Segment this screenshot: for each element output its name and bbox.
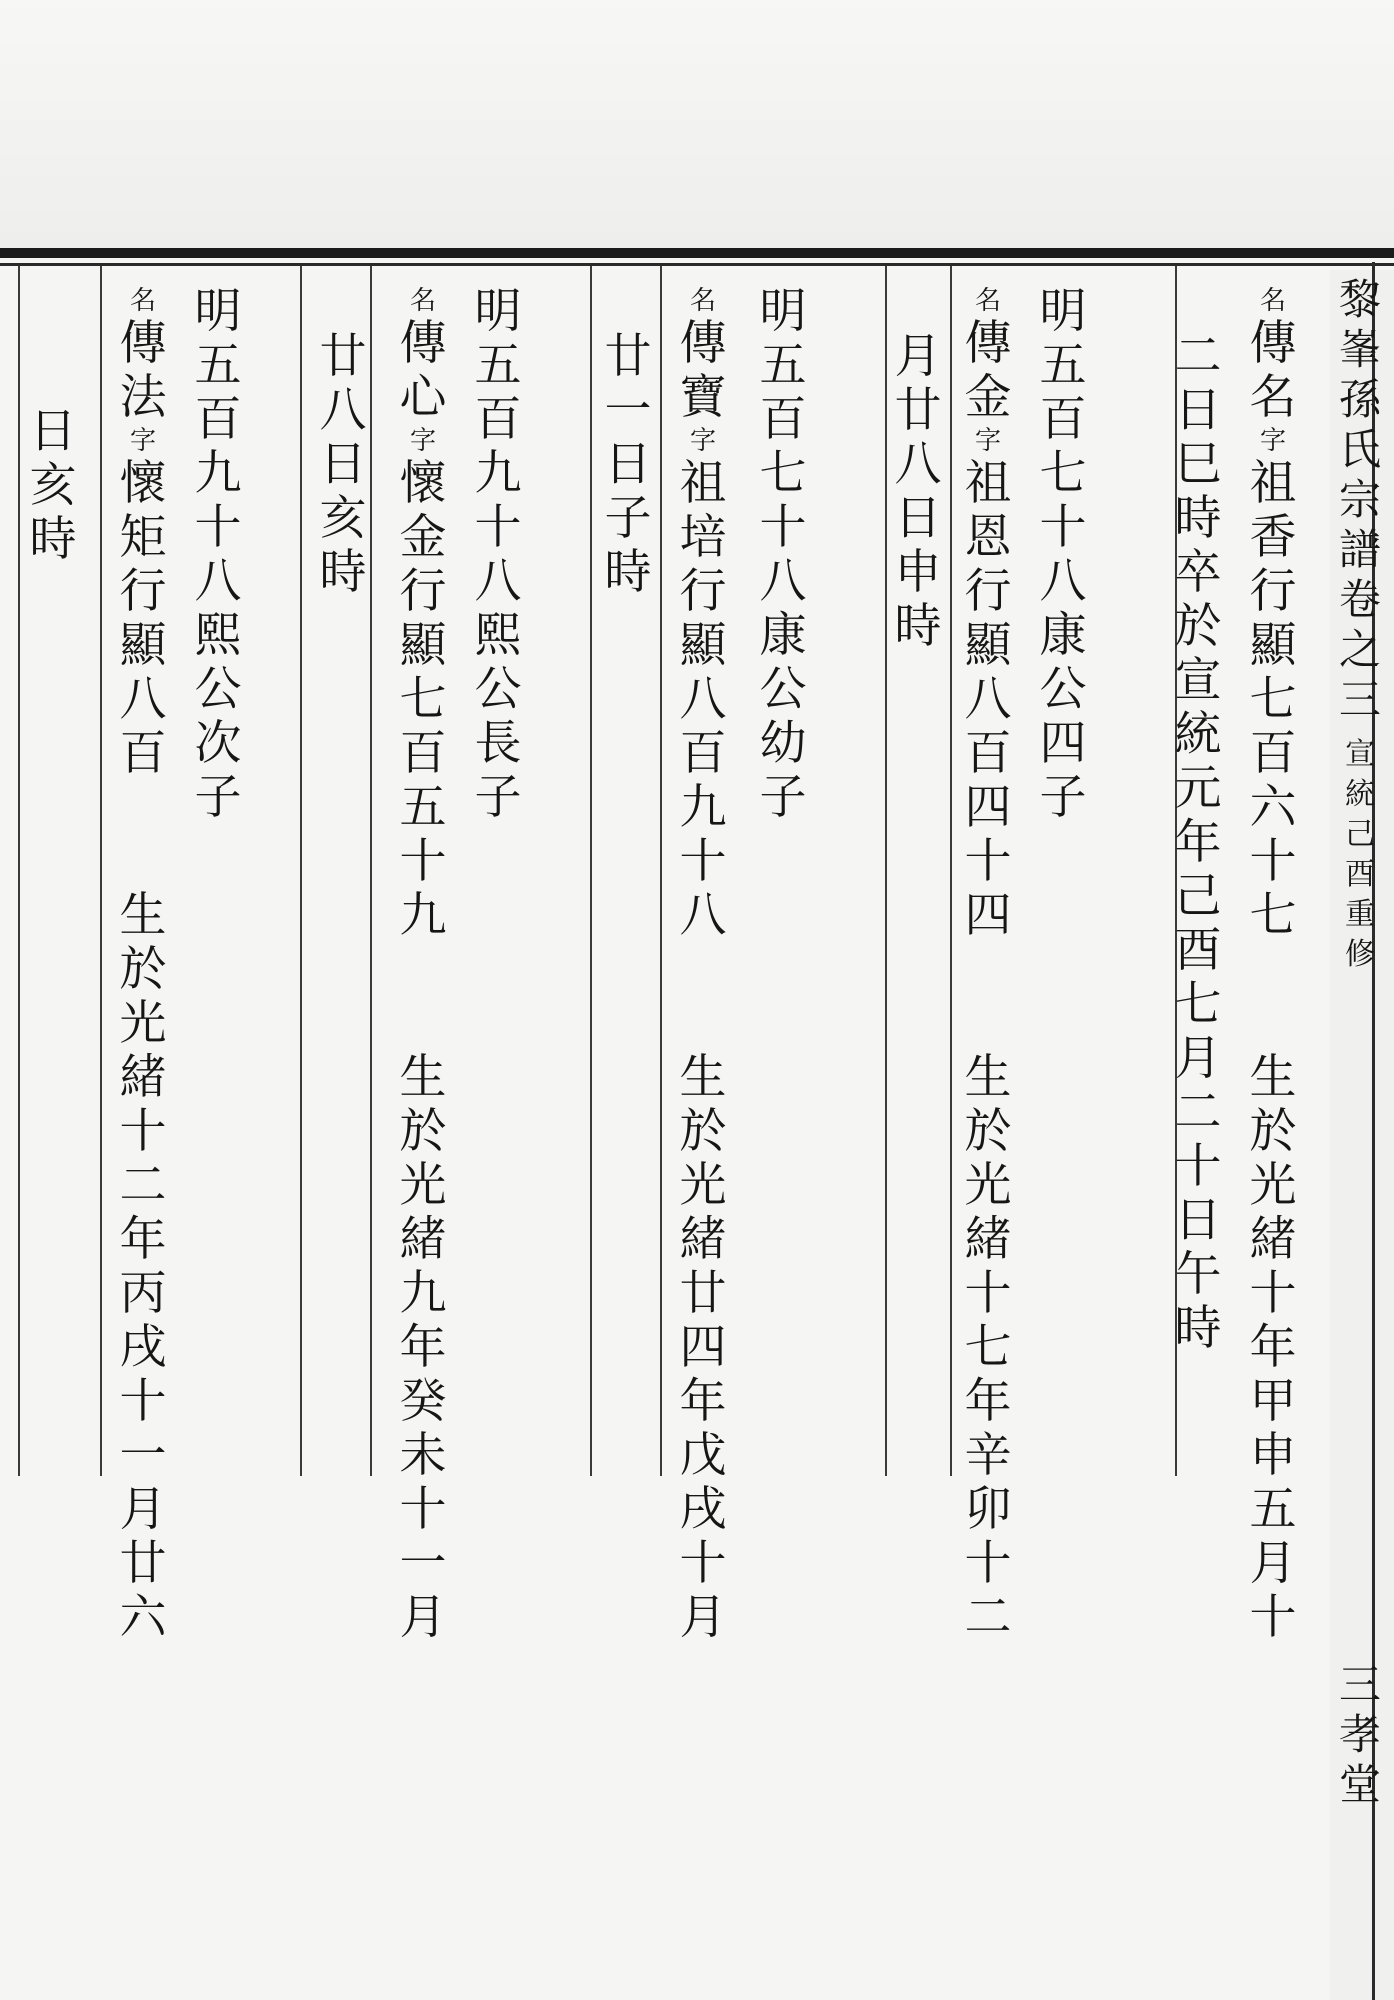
column-character: 子 <box>604 491 652 546</box>
column-rule <box>590 266 592 1476</box>
column-character: 辛 <box>964 1428 1012 1483</box>
column-character: 生 <box>964 1050 1012 1105</box>
column-gap <box>115 781 171 889</box>
column-character: 行 <box>119 564 167 619</box>
column-character: 年 <box>119 1212 167 1267</box>
column-character: 九 <box>399 1266 447 1321</box>
column-character: 子 <box>194 770 242 825</box>
column-character: 恩 <box>964 510 1012 565</box>
margin-character: 宗 <box>1338 475 1381 524</box>
column-rule <box>950 266 952 1476</box>
text-column-13 <box>115 285 171 1645</box>
column-character: 生 <box>1249 1050 1297 1105</box>
column-character: 光 <box>964 1158 1012 1213</box>
column-character: 熙 <box>474 608 522 663</box>
column-character: 四 <box>679 1320 727 1375</box>
column-character: 公 <box>759 662 807 717</box>
column-character: 金 <box>399 510 447 565</box>
column-character: 年 <box>1174 815 1222 870</box>
column-character: 百 <box>759 392 807 447</box>
column-gap <box>675 943 731 1051</box>
column-character: 傳 <box>1249 316 1297 371</box>
margin-hall-name <box>1338 1660 1382 1810</box>
column-character: 日 <box>319 437 367 492</box>
column-character: 八 <box>319 383 367 438</box>
column-character: 年 <box>964 1374 1012 1429</box>
column-character: 百 <box>474 392 522 447</box>
column-character: 時 <box>319 545 367 600</box>
column-character: 於 <box>1174 599 1222 654</box>
column-character: 懷 <box>119 456 167 511</box>
margin-character: 酉 <box>1345 857 1375 892</box>
column-character: 名 <box>409 286 436 316</box>
text-column-8 <box>600 330 656 600</box>
column-character: 光 <box>119 996 167 1051</box>
column-character: 申 <box>1249 1428 1297 1483</box>
column-character: 五 <box>474 338 522 393</box>
column-character: 七 <box>399 672 447 727</box>
text-column-2 <box>1170 330 1226 1356</box>
margin-edition <box>1338 735 1382 975</box>
top-border-inner-rule <box>0 263 1394 266</box>
column-character: 明 <box>194 284 242 339</box>
blank-facing-page <box>0 0 1394 248</box>
column-character: 日 <box>29 404 77 459</box>
column-character: 日 <box>604 437 652 492</box>
column-character: 丙 <box>119 1266 167 1321</box>
column-character: 香 <box>1249 510 1297 565</box>
column-character: 十 <box>964 1536 1012 1591</box>
column-character: 七 <box>1249 672 1297 727</box>
column-character: 長 <box>474 716 522 771</box>
column-character: 緒 <box>399 1212 447 1267</box>
column-character: 十 <box>679 1536 727 1591</box>
column-character: 七 <box>759 446 807 501</box>
column-character: 十 <box>119 1374 167 1429</box>
column-character: 卯 <box>964 1482 1012 1537</box>
column-character: 年 <box>1249 1320 1297 1375</box>
column-character: 時 <box>1174 1301 1222 1356</box>
column-character: 祖 <box>1249 456 1297 511</box>
column-character: 十 <box>1174 1139 1222 1194</box>
column-character: 傳 <box>679 316 727 371</box>
column-character: 時 <box>604 545 652 600</box>
column-character: 熙 <box>194 608 242 663</box>
column-character: 於 <box>964 1104 1012 1159</box>
margin-character: 統 <box>1345 777 1375 812</box>
text-column-7 <box>675 285 731 1645</box>
column-character: 時 <box>29 512 77 567</box>
column-character: 八 <box>679 888 727 943</box>
column-character: 公 <box>194 662 242 717</box>
margin-character: 三 <box>1338 1660 1381 1709</box>
column-character: 戌 <box>119 1320 167 1375</box>
column-character: 八 <box>679 672 727 727</box>
column-character: 緒 <box>679 1212 727 1267</box>
text-column-4 <box>960 285 1016 1645</box>
column-character: 午 <box>1174 1247 1222 1302</box>
column-character: 申 <box>894 545 942 600</box>
column-character: 五 <box>1249 1482 1297 1537</box>
column-character: 公 <box>474 662 522 717</box>
column-character: 字 <box>974 426 1001 456</box>
column-gap <box>1245 943 1301 1051</box>
column-character: 顯 <box>679 618 727 673</box>
column-character: 戌 <box>679 1482 727 1537</box>
column-character: 祖 <box>964 456 1012 511</box>
column-character: 七 <box>1174 977 1222 1032</box>
column-character: 行 <box>679 564 727 619</box>
column-character: 十 <box>964 1266 1012 1321</box>
column-character: 於 <box>399 1104 447 1159</box>
margin-character: 卷 <box>1338 575 1381 624</box>
column-character: 字 <box>129 426 156 456</box>
column-character: 名 <box>129 286 156 316</box>
column-character: 七 <box>1249 888 1297 943</box>
text-column-6 <box>755 285 811 825</box>
column-character: 五 <box>759 338 807 393</box>
column-character: 月 <box>894 329 942 384</box>
column-character: 十 <box>474 500 522 555</box>
column-character: 字 <box>689 426 716 456</box>
margin-character: 譜 <box>1338 525 1381 574</box>
column-character: 行 <box>964 564 1012 619</box>
column-character: 寶 <box>679 370 727 425</box>
column-character: 顯 <box>119 618 167 673</box>
column-character: 祖 <box>679 456 727 511</box>
column-character: 廿 <box>679 1266 727 1321</box>
margin-character: 重 <box>1345 897 1375 932</box>
column-rule <box>885 266 887 1476</box>
column-character: 字 <box>1259 426 1286 456</box>
margin-title <box>1338 275 1382 725</box>
margin-character: 之 <box>1338 625 1381 674</box>
text-column-3 <box>1035 285 1091 825</box>
column-character: 八 <box>759 554 807 609</box>
margin-character: 峯 <box>1338 325 1381 374</box>
column-character: 緒 <box>1249 1212 1297 1267</box>
column-character: 於 <box>1249 1104 1297 1159</box>
column-rule <box>100 266 102 1476</box>
column-character: 十 <box>1039 500 1087 555</box>
top-border-rule <box>0 248 1394 258</box>
column-character: 法 <box>119 370 167 425</box>
column-character: 名 <box>1249 370 1297 425</box>
column-character: 康 <box>1039 608 1087 663</box>
column-character: 懷 <box>399 456 447 511</box>
column-character: 日 <box>894 491 942 546</box>
column-character: 九 <box>679 780 727 835</box>
column-character: 八 <box>894 437 942 492</box>
column-character: 名 <box>974 286 1001 316</box>
column-character: 緒 <box>119 1050 167 1105</box>
column-character: 生 <box>679 1050 727 1105</box>
column-character: 傳 <box>399 316 447 371</box>
column-character: 九 <box>474 446 522 501</box>
column-character: 四 <box>1039 716 1087 771</box>
column-character: 年 <box>679 1374 727 1429</box>
column-character: 百 <box>399 726 447 781</box>
column-character: 六 <box>1249 780 1297 835</box>
column-character: 子 <box>759 770 807 825</box>
column-character: 廿 <box>119 1536 167 1591</box>
column-character: 廿 <box>319 329 367 384</box>
column-character: 十 <box>194 500 242 555</box>
column-character: 金 <box>964 370 1012 425</box>
column-character: 百 <box>194 392 242 447</box>
column-character: 九 <box>399 888 447 943</box>
column-character: 九 <box>194 446 242 501</box>
column-character: 傳 <box>964 316 1012 371</box>
column-character: 於 <box>679 1104 727 1159</box>
column-character: 日 <box>1174 1193 1222 1248</box>
column-gap <box>960 943 1016 1051</box>
column-rule <box>300 266 302 1476</box>
column-character: 康 <box>759 608 807 663</box>
column-character: 月 <box>119 1482 167 1537</box>
column-character: 培 <box>679 510 727 565</box>
column-character: 心 <box>399 370 447 425</box>
column-character: 年 <box>399 1320 447 1375</box>
column-character: 八 <box>964 672 1012 727</box>
column-character: 酉 <box>1174 923 1222 978</box>
column-character: 一 <box>604 383 652 438</box>
column-character: 宣 <box>1174 653 1222 708</box>
column-character: 緒 <box>964 1212 1012 1267</box>
column-character: 卒 <box>1174 545 1222 600</box>
column-character: 月 <box>1174 1031 1222 1086</box>
column-character: 字 <box>409 426 436 456</box>
margin-character: 修 <box>1345 937 1375 972</box>
column-character: 月 <box>679 1590 727 1645</box>
column-character: 未 <box>399 1428 447 1483</box>
text-column-12 <box>190 285 246 825</box>
column-character: 巳 <box>1174 437 1222 492</box>
text-column-5 <box>890 330 946 654</box>
column-character: 月 <box>399 1590 447 1645</box>
column-character: 幼 <box>759 716 807 771</box>
column-rule <box>660 266 662 1476</box>
column-character: 七 <box>1039 446 1087 501</box>
column-character: 統 <box>1174 707 1222 762</box>
column-character: 子 <box>1039 770 1087 825</box>
column-character: 百 <box>119 726 167 781</box>
column-character: 於 <box>119 942 167 997</box>
column-character: 生 <box>399 1050 447 1105</box>
column-character: 名 <box>1259 286 1286 316</box>
column-character: 行 <box>1249 564 1297 619</box>
column-character: 明 <box>1039 284 1087 339</box>
text-column-14 <box>25 405 81 567</box>
column-character: 五 <box>1039 338 1087 393</box>
column-character: 生 <box>119 888 167 943</box>
column-character: 二 <box>119 1158 167 1213</box>
text-column-1 <box>1245 285 1301 1645</box>
column-character: 亥 <box>319 491 367 546</box>
column-character: 行 <box>399 564 447 619</box>
column-character: 二 <box>1174 1085 1222 1140</box>
column-character: 五 <box>399 780 447 835</box>
margin-character: 宣 <box>1345 737 1375 772</box>
column-character: 公 <box>1039 662 1087 717</box>
column-character: 子 <box>474 770 522 825</box>
column-character: 戊 <box>679 1428 727 1483</box>
text-column-11 <box>315 330 371 600</box>
column-character: 一 <box>399 1536 447 1591</box>
column-character: 五 <box>194 338 242 393</box>
column-character: 一 <box>119 1428 167 1483</box>
column-character: 百 <box>1249 726 1297 781</box>
column-character: 名 <box>689 286 716 316</box>
column-character: 元 <box>1174 761 1222 816</box>
column-character: 十 <box>1249 1590 1297 1645</box>
margin-character: 堂 <box>1338 1760 1381 1809</box>
column-character: 傳 <box>119 316 167 371</box>
column-character: 矩 <box>119 510 167 565</box>
margin-character: 黎 <box>1338 275 1381 324</box>
column-character: 百 <box>1039 392 1087 447</box>
margin-character: 孝 <box>1338 1710 1381 1759</box>
text-column-9 <box>470 285 526 825</box>
column-character: 十 <box>964 834 1012 889</box>
column-character: 二 <box>964 1590 1012 1645</box>
column-character: 十 <box>1249 1266 1297 1321</box>
column-character: 廿 <box>604 329 652 384</box>
column-character: 四 <box>964 780 1012 835</box>
column-character: 顯 <box>399 618 447 673</box>
column-character: 十 <box>399 834 447 889</box>
column-character: 癸 <box>399 1374 447 1429</box>
margin-character: 己 <box>1345 817 1375 852</box>
column-character: 百 <box>679 726 727 781</box>
column-character: 光 <box>679 1158 727 1213</box>
column-character: 己 <box>1174 869 1222 924</box>
column-character: 十 <box>679 834 727 889</box>
column-character: 十 <box>1249 834 1297 889</box>
column-rule <box>18 266 20 1476</box>
column-character: 廿 <box>894 383 942 438</box>
column-character: 八 <box>1039 554 1087 609</box>
column-character: 光 <box>1249 1158 1297 1213</box>
column-character: 十 <box>399 1482 447 1537</box>
margin-character: 氏 <box>1338 425 1381 474</box>
column-character: 顯 <box>964 618 1012 673</box>
margin-character: 三 <box>1338 675 1381 724</box>
column-character: 次 <box>194 716 242 771</box>
column-character: 八 <box>119 672 167 727</box>
column-character: 百 <box>964 726 1012 781</box>
column-character: 顯 <box>1249 618 1297 673</box>
column-character: 八 <box>194 554 242 609</box>
column-character: 光 <box>399 1158 447 1213</box>
column-character: 四 <box>964 888 1012 943</box>
column-character: 時 <box>1174 491 1222 546</box>
column-character: 十 <box>759 500 807 555</box>
column-character: 時 <box>894 599 942 654</box>
column-character: 日 <box>1174 383 1222 438</box>
column-character: 明 <box>759 284 807 339</box>
text-column-10 <box>395 285 451 1645</box>
column-character: 六 <box>119 1590 167 1645</box>
column-character: 十 <box>119 1104 167 1159</box>
margin-character: 孫 <box>1338 375 1381 424</box>
column-character: 二 <box>1174 329 1222 384</box>
column-character: 月 <box>1249 1536 1297 1591</box>
column-gap <box>395 943 451 1051</box>
column-character: 七 <box>964 1320 1012 1375</box>
column-character: 八 <box>474 554 522 609</box>
column-character: 亥 <box>29 458 77 513</box>
column-character: 甲 <box>1249 1374 1297 1429</box>
column-character: 明 <box>474 284 522 339</box>
